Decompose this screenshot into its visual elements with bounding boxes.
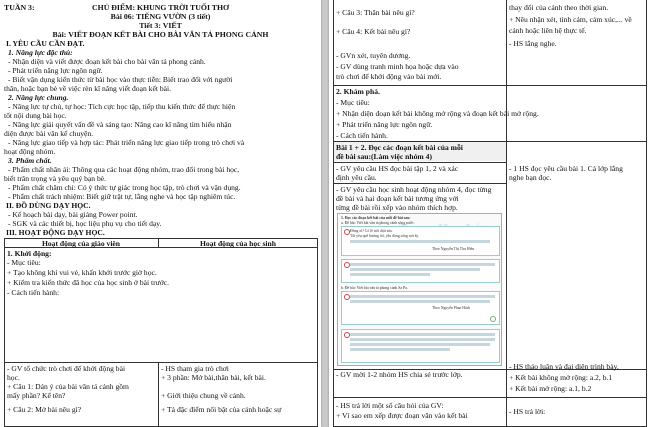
section-requirements: I. YÊU CẦU CẦN ĐẠT. — [6, 39, 85, 48]
text-line: - Năng lực giao tiếp và hợp tác: Phát triển năng lực giao tiếp trong trò chơi và — [8, 138, 245, 147]
text-line: - 1 HS đọc yêu cầu bài 1. Cả lớp lắng — [509, 164, 623, 173]
text-line: + Tạo không khí vui vẻ, khấn khởi trước giờ học. — [7, 268, 157, 277]
text-line: - GV yêu cầu học sinh hoạt động nhóm 4, đọc từng — [336, 185, 492, 194]
period-title: Tiết 3: VIẾT — [139, 21, 182, 30]
text-line: đề bài và hai đoạn kết bài tương ứng với — [336, 194, 459, 203]
text-line: - Nhận diện và viết được đoạn kết bài cho bài văn tả phong cảnh. — [8, 57, 206, 66]
exercise-heading: Bài 1 + 2. Đọc các đoạn kết bài của mỗi — [336, 143, 463, 152]
table-divider — [333, 183, 506, 184]
text-line: học. — [7, 373, 20, 382]
warmup-title: 1. Khởi động: — [7, 249, 52, 258]
text-line: + Kết bài không mở rộng: a.2, b.1 — [509, 373, 613, 382]
text-line: nghe bạn đọc. — [509, 173, 552, 182]
text-placeholder — [350, 295, 495, 298]
text-line: + Tả đặc điểm nổi bật của cảnh hoặc sự — [161, 405, 282, 414]
figure-panel — [341, 226, 500, 256]
table-divider — [158, 362, 159, 427]
column-header-student: Hoạt động của học sinh — [200, 239, 276, 248]
right-page — [329, 0, 650, 427]
text-line: hoạt động nhóm. — [4, 147, 56, 156]
text-line: cảnh hoặc liên hệ thực tế. — [509, 26, 587, 35]
lesson-main-title: Bài: VIẾT ĐOẠN KẾT BÀI CHO BÀI VĂN TẢ PHONG CẢNH — [52, 30, 269, 39]
text-line: - HS trả lời: — [509, 407, 546, 416]
text-placeholder — [350, 268, 480, 271]
section-materials: II. ĐỒ DÙNG DẠY HỌC. — [6, 201, 91, 210]
text-line: - Năng lực tự chủ, tự học: Tích cực học tập, tiếp thu kiến thức để thực hiện — [8, 102, 236, 111]
figure-panel — [341, 329, 500, 363]
text-line: - HS lắng nghe. — [509, 39, 557, 48]
text-placeholder — [350, 333, 495, 336]
figure-panel — [341, 259, 500, 283]
subsection-specific: 1. Năng lực đặc thù: — [8, 48, 73, 57]
text-line: - Kế hoạch bài dạy, bài giảng Power point. — [8, 210, 138, 219]
text-line: - HS trả lời một số câu hỏi của GV: — [336, 401, 444, 410]
text-line: - Phẩm chất chăm chỉ: Có ý thức tự giác trong học tập, trò chơi và vận dụng. — [8, 183, 241, 192]
text-line: - Phát triển năng lực ngôn ngữ. — [8, 66, 103, 75]
figure-text: a. Đề bài: Viết bài văn tả phong cảnh sông nước. — [341, 221, 415, 225]
text-line: - Phẩm chất nhân ái: Thông qua các hoạt động nhóm, trao đổi trong bài học, — [8, 165, 240, 174]
text-line: diện được bài văn kể chuyện. — [4, 129, 94, 138]
text-line: - HS thảo luận và đại diện trình bày. — [509, 362, 619, 371]
textbook-excerpt-image — [337, 213, 502, 366]
section-activities: III. HOẠT ĐỘNG DẠY HỌC. — [6, 228, 105, 237]
table-divider — [4, 362, 318, 363]
text-line: từng đề bài rồi xếp vào nhóm thích hợp. — [336, 203, 458, 212]
text-line: - Phẩm chất trách nhiệm: Biết giữ trật tự, lắng nghe và học tập nghiêm túc. — [8, 192, 236, 201]
figure-text: 1. Đọc các đoạn kết bài của mỗi đề bài sau: — [341, 216, 411, 220]
text-line: - Mục tiêu: — [336, 98, 370, 107]
left-page — [0, 0, 321, 427]
text-line: - GV mời 1-2 nhóm HS chia sẻ trước lớp. — [336, 370, 463, 379]
text-line: - Cách tiến hành: — [7, 288, 60, 297]
text-line: - Cách tiến hành. — [336, 131, 388, 140]
text-placeholder — [350, 343, 490, 346]
subsection-qualities: 3. Phẩm chất. — [8, 156, 52, 165]
figure-text: Theo Nguyễn Thị Thu Hiền — [432, 247, 475, 251]
text-line: thân, hoặc bạn bè về việc rèn kĩ năng viết đoạn kết bài. — [4, 84, 171, 93]
table-divider — [333, 162, 506, 163]
text-line: - GV tổ chức trò chơi để khởi động bài — [7, 364, 126, 373]
text-line: mấy phần? Kể tên? — [7, 391, 66, 400]
text-placeholder — [350, 263, 495, 266]
text-line: + 3 phần: Mở bài,thân bài, kết bài. — [161, 373, 266, 382]
text-line: - Năng lực giải quyết vấn đề và sáng tạo: Nâng cao kĩ năng tìm hiểu nhận — [8, 120, 232, 129]
text-line: + Giới thiệu chung về cảnh. — [161, 391, 246, 400]
figure-text: Tôi yêu quê hương tôi, yêu dòng sông nơi ấy. — [350, 234, 419, 238]
text-line: - HS tham gia trò chơi — [161, 364, 229, 373]
text-line: + Kiểm tra kiến thức đã học của học sinh ở bài trước. — [7, 278, 170, 287]
figure-text: Đồng ơi! Có lẽ trời thật sâu. — [350, 229, 393, 233]
text-line: + Câu 2: Mở bài nêu gì? — [7, 405, 82, 414]
lesson-title: Bài 06: TIẾNG VƯỜN (3 tiết) — [110, 12, 211, 21]
text-placeholder — [350, 300, 490, 303]
text-line: + Nhận diện đoạn kết bài không mở rộng và đoạn kết bài mở rộng. — [336, 109, 539, 118]
exercise-heading: đề bài sau:(Làm việc nhóm 4) — [336, 152, 432, 161]
text-line: + Kết bài mở rộng: a.1, b.2 — [509, 384, 592, 393]
figure-panel — [341, 291, 500, 325]
text-placeholder — [350, 348, 450, 351]
page-marker — [490, 316, 496, 322]
text-placeholder — [350, 240, 490, 243]
text-line: + Phát triển năng lực ngôn ngữ. — [336, 120, 433, 129]
header-week: TUẦN 3: — [4, 3, 35, 12]
figure-text: b. Đề bài: Viết bài văn tả phong cảnh Sa Pa. — [341, 286, 408, 290]
header-theme: CHỦ ĐIỂM: KHUNG TRỜI TUỔI THƠ — [92, 3, 230, 12]
text-line: + Vì sao em xếp được đoạn văn vào kết bài — [336, 411, 468, 420]
text-line: tốt nội dung bài học. — [4, 111, 67, 120]
figure-text: Theo Nguyễn Phan Hách — [432, 306, 471, 310]
text-line: - GVn xét, tuyên dương. — [336, 51, 411, 60]
text-line: + Câu 1: Dán ý của bài văn tả cảnh gồm — [7, 382, 129, 391]
text-line: - Biết vận dụng kiến thức từ bài học vào thực tiễn: Biết trao đổi với người — [8, 75, 233, 84]
text-line: thay đổi của cảnh theo thời gian. — [509, 3, 609, 12]
table-divider — [506, 141, 507, 427]
text-line: - SGK và các thiết bị, học liệu phụ vụ cho tiết dạy. — [8, 219, 162, 228]
text-line: + Câu 3: Thân bài nêu gì? — [336, 8, 415, 17]
text-placeholder — [350, 273, 430, 276]
text-line: trò chơi để khởi động vào bài mới. — [336, 72, 442, 81]
explore-title: 2. Khám phá. — [336, 87, 380, 96]
subsection-general: 2. Năng lực chung. — [8, 93, 69, 102]
text-line: + Nêu nhận xét, tình cảm, cảm xúc,... về — [509, 15, 632, 24]
column-header-teacher: Hoạt động của giáo viên — [41, 239, 121, 248]
text-line: - Mục tiêu: — [7, 258, 41, 267]
text-line: biết trân trọng và yêu quý bạn bè. — [4, 174, 107, 183]
text-placeholder — [350, 338, 495, 341]
table-divider — [506, 0, 507, 162]
text-line: + Câu 4: Kết bài nêu gì? — [336, 27, 411, 36]
text-line: định yêu cầu. — [336, 173, 377, 182]
table-divider — [333, 85, 647, 86]
text-line: - GV dùng tranh minh họa hoặc dựa vào — [336, 62, 459, 71]
text-line: - GV yêu cầu HS đọc bài tập 1, 2 và xác — [336, 164, 459, 173]
table-divider — [333, 397, 647, 398]
